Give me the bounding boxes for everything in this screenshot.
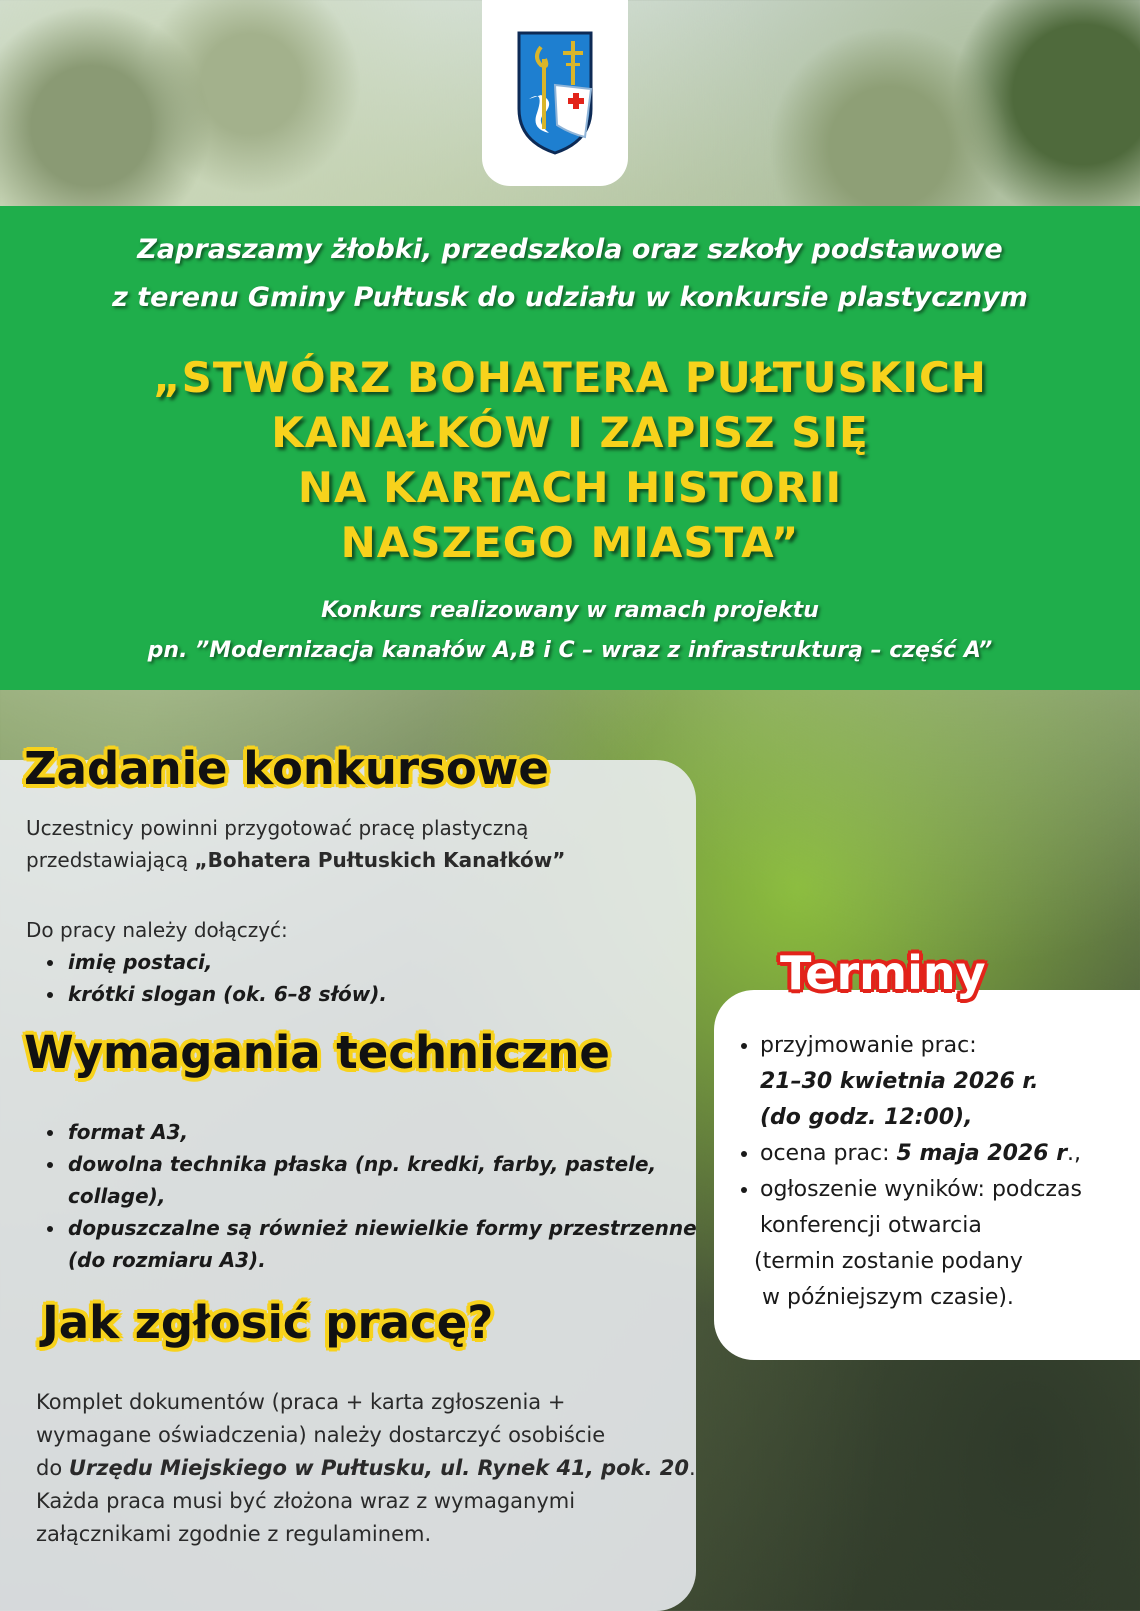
submit-line-2: wymagane oświadczenia) należy dostarczyć osobiście	[36, 1423, 606, 1447]
list-item	[760, 1136, 1140, 1172]
task-hero-name: „Bohatera Pułtuskich Kanałków”	[194, 848, 566, 872]
list-item: • imię postaci,	[66, 946, 387, 978]
terms-results-line-3: (termin zostanie podany	[754, 1249, 1023, 1274]
task-desc-prefix: przedstawiającą	[26, 848, 195, 872]
contest-headline	[0, 350, 1140, 570]
logo-card	[482, 0, 628, 186]
submit-title: Jak zgłosić pracę?	[42, 1296, 494, 1349]
list-item: • dowolna technika płaska (np. kredki, farby, pastele, collage),	[66, 1148, 716, 1212]
submit-address-prefix: do	[36, 1456, 69, 1480]
headline-line-4: NASZEGO MIASTA”	[340, 518, 800, 567]
submit-line-4: Każda praca musi być złożona wraz z wymaganymi	[36, 1489, 576, 1513]
intro-line-1: Zapraszamy żłobki, przedszkola oraz szkoły podstawowe	[137, 234, 1003, 265]
list-item	[760, 1028, 1140, 1136]
attach-list	[26, 946, 387, 1010]
task-title: Zadanie konkursowe	[24, 742, 549, 795]
headline-line-1: „STWÓRZ BOHATERA PUŁTUSKICH	[153, 353, 987, 402]
terms-intake-dates: 21–30 kwietnia 2026 r.	[760, 1069, 1039, 1094]
submit-address: Urzędu Miejskiego w Pułtusku, ul. Rynek 41, pok. 20	[68, 1456, 689, 1480]
coat-of-arms-icon	[515, 29, 595, 157]
terms-title: Terminy	[780, 946, 986, 1000]
list-item: • krótki slogan (ok. 6–8 słów).	[66, 978, 387, 1010]
intro-line-2: z terenu Gminy Pułtusk do udziału w konkursie plastycznym	[112, 282, 1028, 313]
terms-evaluation-suffix: .,	[1067, 1141, 1082, 1166]
terms-list	[732, 1028, 1140, 1316]
tech-list	[26, 1116, 716, 1276]
task-desc-line-2	[26, 844, 565, 876]
submit-line-5: załącznikami zgodnie z regulaminem.	[36, 1522, 432, 1546]
terms-intake-label: • przyjmowanie prac:	[760, 1033, 977, 1058]
terms-evaluation-date: 5 maja 2026 r	[896, 1141, 1068, 1166]
list-item: • format A3,	[66, 1116, 716, 1148]
terms-results-line-1: • ogłoszenie wyników: podczas	[760, 1177, 1082, 1202]
project-line-2: pn. ”Modernizacja kanałów A,B i C – wraz z infrastrukturą – część A”	[147, 638, 993, 663]
terms-intake-deadline: (do godz. 12:00),	[760, 1105, 973, 1130]
project-line-1: Konkurs realizowany w ramach projektu	[321, 598, 819, 623]
list-item	[754, 1172, 1140, 1316]
headline-line-2: KANAŁKÓW I ZAPISZ SIĘ	[271, 408, 869, 457]
headline-line-3: NA KARTACH HISTORII	[297, 463, 843, 512]
list-item: • dopuszczalne są również niewielkie formy przestrzenne (do rozmiaru A3).	[66, 1212, 716, 1276]
submit-line-3	[36, 1452, 696, 1485]
project-info	[0, 591, 1140, 671]
intro-text	[0, 226, 1140, 322]
submit-instructions	[36, 1386, 696, 1551]
submit-line-1: Komplet dokumentów (praca + karta zgłoszenia +	[36, 1390, 566, 1414]
attach-label: Do pracy należy dołączyć:	[26, 918, 288, 942]
tech-title: Wymagania techniczne	[24, 1026, 610, 1079]
task-desc-line-1: Uczestnicy powinni przygotować pracę plastyczną	[26, 816, 529, 840]
terms-results-line-4: w późniejszym czasie).	[762, 1285, 1014, 1310]
submit-address-suffix: .	[689, 1456, 696, 1480]
terms-evaluation-label: ocena prac:	[760, 1141, 897, 1166]
terms-results-line-2: konferencji otwarcia	[760, 1213, 982, 1238]
task-description	[26, 812, 565, 876]
